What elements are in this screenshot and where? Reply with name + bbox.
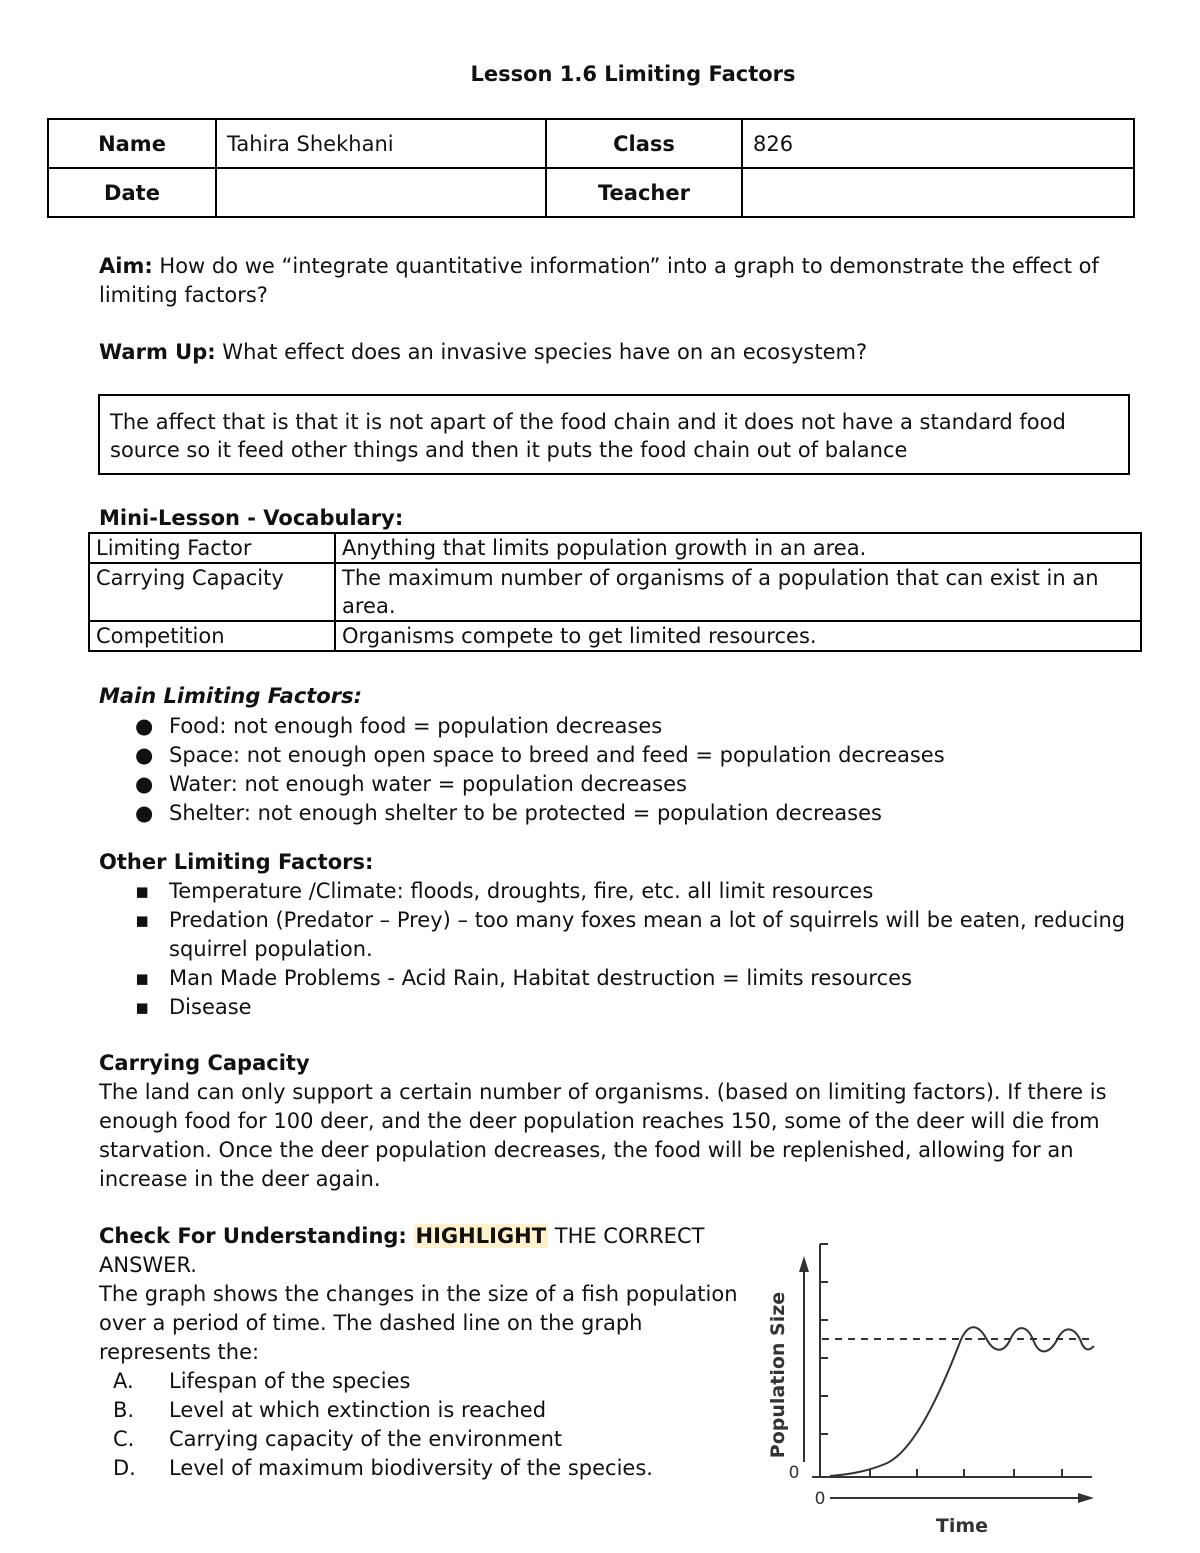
warmup-text: What effect does an invasive species have on an ecosystem? (215, 340, 868, 364)
aim-label: Aim: (99, 254, 153, 278)
check-understanding-section (99, 1222, 754, 1483)
square-bullet-icon: ▪ (135, 879, 150, 903)
main-factors-list (99, 712, 1129, 828)
class-value: 826 (742, 119, 1134, 168)
page-title: Lesson 1.6 Limiting Factors (470, 62, 796, 86)
teacher-label: Teacher (546, 168, 742, 217)
warmup-section (99, 338, 1129, 367)
option-letter: B. (113, 1398, 135, 1422)
vocab-heading (99, 504, 403, 533)
date-label: Date (48, 168, 216, 217)
option-text: Level at which extinction is reached (169, 1398, 547, 1422)
vocab-term: Limiting Factor (89, 533, 335, 563)
aim-section (99, 252, 1129, 310)
student-info-table (47, 118, 1135, 218)
list-item (99, 877, 1129, 906)
warmup-label: Warm Up: (99, 340, 216, 364)
answer-option-c[interactable] (99, 1425, 754, 1454)
aim-text: How do we “integrate quantitative information” into a graph to demonstrate the effect of limiting factors? (99, 254, 1099, 307)
other-factors-heading-text: Other Limiting Factors: (99, 850, 374, 874)
warmup-answer-box: The affect that is that it is not apart of the food chain and it does not have a standard food source so it feed other things and then it puts the food chain out of balance (98, 394, 1130, 475)
y-arrow-head-icon (799, 1256, 809, 1272)
bullet-icon: ● (135, 714, 154, 738)
bullet-icon: ● (135, 801, 154, 825)
date-value (216, 168, 546, 217)
teacher-value (742, 168, 1134, 217)
name-value: Tahira Shekhani (216, 119, 546, 168)
population-curve (830, 1327, 1094, 1476)
answer-option-d[interactable] (99, 1454, 754, 1483)
vocab-row (89, 533, 1141, 563)
vocab-term: Carrying Capacity (89, 563, 335, 621)
list-item (99, 712, 1129, 741)
list-item (99, 906, 1129, 964)
option-letter: A. (113, 1369, 134, 1393)
option-text: Level of maximum biodiversity of the species. (169, 1456, 653, 1480)
vocab-table (88, 532, 1142, 652)
class-label: Class (546, 119, 742, 168)
square-bullet-icon: ▪ (135, 995, 150, 1019)
check-instruction: THE CORRECT ANSWER. (99, 1224, 705, 1277)
vocab-term: Competition (89, 621, 335, 651)
list-item-text: Space: not enough open space to breed and feed = population decreases (169, 743, 945, 767)
check-question: The graph shows the changes in the size of a fish population over a period of time. The dashed line on the graph represents the: (99, 1282, 738, 1364)
x-axis-label: Time (935, 1515, 989, 1537)
other-factors-list (99, 877, 1129, 1022)
option-text: Lifespan of the species (169, 1369, 411, 1393)
list-item-text: Disease (169, 995, 252, 1019)
x-origin-label: 0 (814, 1489, 826, 1509)
square-bullet-icon: ▪ (135, 966, 150, 990)
list-item (99, 964, 1129, 993)
list-item-text: Water: not enough water = population decreases (169, 772, 687, 796)
list-item (99, 993, 1129, 1022)
main-factors-heading (99, 682, 362, 711)
other-factors-heading (99, 848, 373, 877)
vocab-row (89, 621, 1141, 651)
vocab-definition: Anything that limits population growth in an area. (335, 533, 1141, 563)
vocab-definition: Organisms compete to get limited resources. (335, 621, 1141, 651)
vocab-row (89, 563, 1141, 621)
vocab-definition: The maximum number of organisms of a population that can exist in an area. (335, 563, 1141, 621)
carrying-capacity-section (99, 1049, 1139, 1194)
answer-option-b[interactable] (99, 1396, 754, 1425)
list-item-text: Temperature /Climate: floods, droughts, fire, etc. all limit resources (169, 879, 874, 903)
population-graph (760, 1232, 1110, 1542)
list-item-text: Food: not enough food = population decreases (169, 714, 663, 738)
y-axis-label: Population Size (767, 1291, 789, 1459)
option-text: Carrying capacity of the environment (169, 1427, 563, 1451)
list-item (99, 741, 1129, 770)
list-item (99, 770, 1129, 799)
carrying-capacity-heading: Carrying Capacity (99, 1051, 310, 1075)
list-item-text: Predation (Predator – Prey) – too many foxes mean a lot of squirrels will be eaten, reducing squirrel population. (169, 908, 1126, 961)
bullet-icon: ● (135, 772, 154, 796)
square-bullet-icon: ▪ (135, 908, 150, 932)
check-label: Check For Understanding: (99, 1224, 407, 1248)
highlight-word: HIGHLIGHT (415, 1224, 547, 1248)
list-item (99, 799, 1129, 828)
y-origin-label: 0 (788, 1463, 800, 1483)
x-arrow-head-icon (1078, 1493, 1094, 1503)
vocab-heading-text: Mini-Lesson - Vocabulary: (99, 506, 404, 530)
name-label: Name (48, 119, 216, 168)
option-letter: D. (113, 1456, 136, 1480)
list-item-text: Man Made Problems - Acid Rain, Habitat destruction = limits resources (169, 966, 912, 990)
answer-option-a[interactable] (99, 1367, 754, 1396)
carrying-capacity-text: The land can only support a certain number of organisms. (based on limiting factors). If there is enough food for 100 deer, and the deer population reaches 150, some of the deer will die from starvation. Once the deer population decreases, the food will be replenished, allowing for an increase in the deer again. (99, 1080, 1107, 1191)
option-letter: C. (113, 1427, 135, 1451)
main-factors-heading-text: Main Limiting Factors: (99, 684, 362, 708)
bullet-icon: ● (135, 743, 154, 767)
list-item-text: Shelter: not enough shelter to be protected = population decreases (169, 801, 882, 825)
